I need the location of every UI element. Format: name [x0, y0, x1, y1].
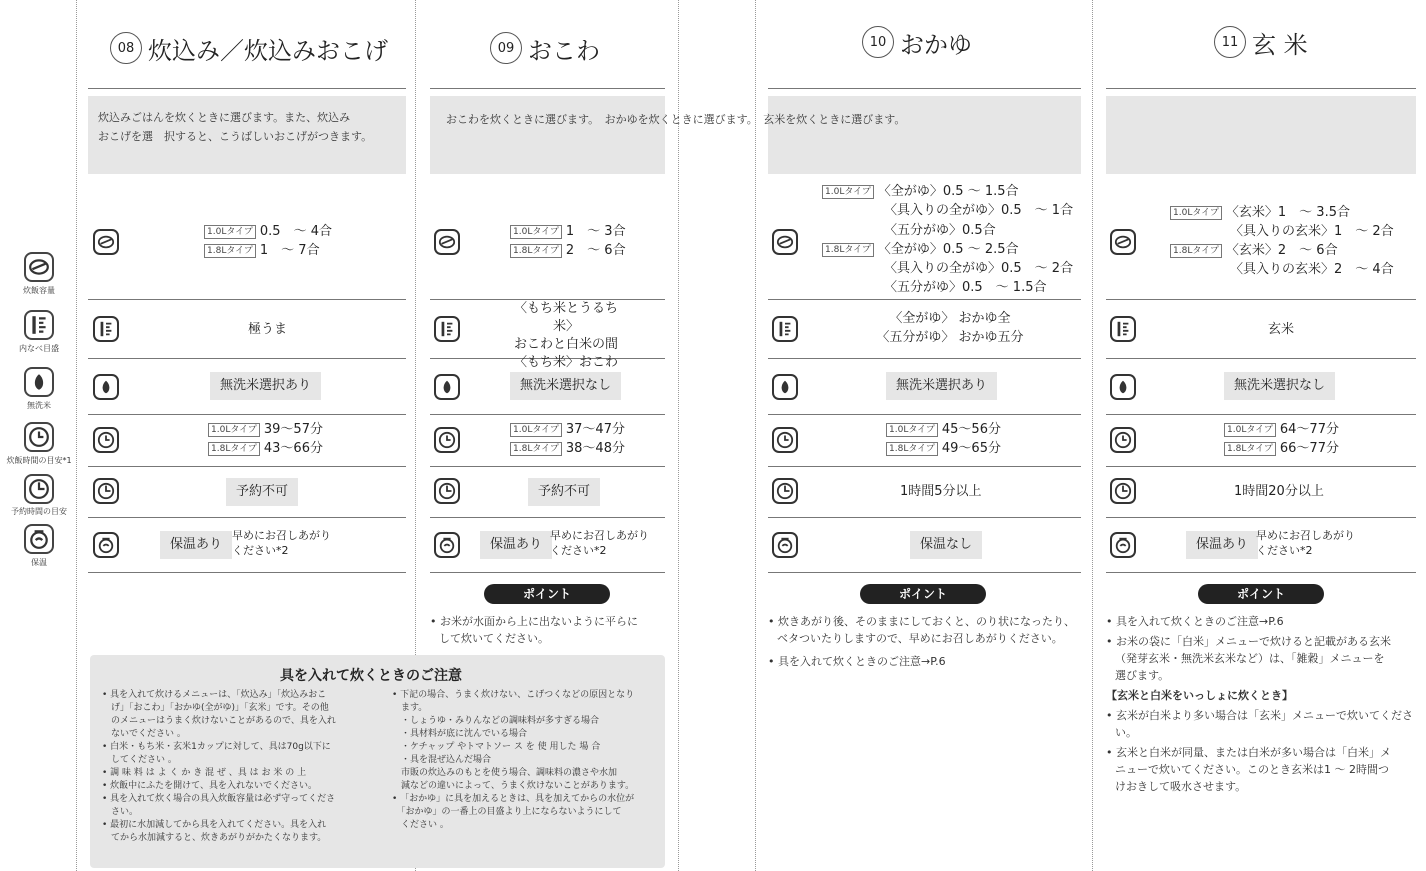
capacity-cell — [204, 222, 332, 260]
keep-warm-badge: 保温あり — [160, 531, 232, 559]
caution-line: ・ケチャップ やトマトソー ス を 使 用した 場 合 — [392, 742, 601, 752]
time-cell — [208, 420, 323, 458]
divider — [1106, 358, 1416, 359]
sidebar-label: 炊飯容量 — [23, 286, 55, 295]
clock-icon — [772, 427, 798, 453]
musenmai-badge: 無洗米選択なし — [1224, 372, 1335, 400]
time-line — [208, 420, 323, 439]
caution-line: ください 。 — [392, 820, 449, 830]
divider — [88, 414, 406, 415]
caution-line: ・しょうゆ・みりんなどの調味料が多すぎる場合 — [392, 716, 600, 726]
keep-warm-badge: 保温なし — [910, 531, 982, 559]
time-cell — [510, 420, 625, 458]
type-tag: 1.0Lタイプ — [510, 225, 562, 239]
time-line — [886, 439, 1001, 458]
time-value: 39～57分 — [263, 422, 323, 437]
note-line: （発芽玄米・無洗米玄米など）は、「雑穀」メニューを — [1115, 652, 1385, 665]
caution-line: • 具を入れて炊く場合の具入炊飯容量は必ず守ってくださ — [102, 794, 336, 804]
menu-number: 09 — [490, 32, 522, 64]
point-badge: ポイント — [1198, 584, 1324, 604]
timer-icon — [24, 474, 54, 504]
menu-title: おかゆ — [900, 30, 972, 59]
capacity-value: 1 ～ 7合 — [259, 243, 320, 258]
musenmai-icon — [24, 367, 54, 397]
clock-icon — [93, 427, 119, 453]
inner-pot-scale-icon — [24, 310, 54, 340]
warm-note-line: ください*2 — [1256, 544, 1313, 557]
caution-line: ・具を混ぜ込んだ場合 — [392, 755, 492, 765]
type-tag: 1.0Lタイプ — [204, 225, 256, 239]
time-cell — [1224, 420, 1339, 458]
menu-title: 炊込み／炊込みおこげ — [148, 36, 388, 65]
capacity-cell — [822, 182, 1073, 298]
scale-value: おこわと白米の間 — [513, 337, 618, 352]
description-line: おこわを炊くときに選びます。 おかゆを炊くときに選びます。 玄米を炊くときに選びます。 — [446, 113, 906, 126]
divider — [768, 517, 1081, 518]
divider — [1106, 299, 1416, 300]
divider — [1106, 88, 1416, 89]
capacity-value: 〈五分がゆ〉0.5 ～ 1.5合 — [884, 280, 1047, 296]
capacity-line — [204, 241, 332, 260]
capacity-line — [510, 222, 626, 241]
warm-note — [1256, 528, 1355, 558]
type-tag: 1.8Lタイプ — [510, 442, 562, 456]
warm-note-line: ください*2 — [550, 544, 607, 557]
caution-line: • 具を入れて炊けるメニューは、「炊込み」「炊込みおこ — [102, 690, 327, 700]
description-box — [88, 96, 406, 174]
caution-line: げ」「おこわ」「おかゆ(全がゆ)」「玄米」です。その他 — [102, 703, 329, 713]
column-title — [1214, 18, 1308, 66]
divider — [768, 299, 1081, 300]
scale-cell — [1268, 320, 1294, 339]
clock-icon — [24, 422, 54, 452]
point-notes — [1106, 613, 1413, 795]
type-tag: 1.8Lタイプ — [1170, 244, 1222, 258]
caution-line: • 調 味 料 は よ く か き 混 ぜ 、具 は お 米 の 上 — [102, 768, 307, 778]
description-line: おこげを選 択すると、こうばしいおこげがつきます。 — [98, 130, 373, 143]
warm-note-line: 早めにお召しあがり — [550, 529, 649, 542]
capacity-value: 〈五分がゆ〉0.5合 — [884, 222, 996, 238]
description-box — [1106, 96, 1416, 174]
scale-cell — [248, 320, 287, 339]
inner-pot-scale-icon — [1110, 316, 1136, 342]
divider — [768, 358, 1081, 359]
musenmai-icon — [93, 374, 119, 400]
capacity-line — [822, 221, 1073, 240]
type-tag: 1.8Lタイプ — [1224, 442, 1276, 456]
caution-line: 「おかゆ」の一番上の目盛より上にならないようにして — [392, 807, 622, 817]
divider — [1106, 517, 1416, 518]
description-line: 炊込みごはんを炊くときに選びます。また、炊込み — [98, 111, 351, 124]
point-notes — [430, 613, 638, 647]
caution-line: してください 。 — [102, 755, 177, 765]
note-line: • 炊きあがり後、そのままにしておくと、のり状になったり、 — [768, 615, 1075, 628]
type-tag: 1.8Lタイプ — [886, 442, 938, 456]
musenmai-badge: 無洗米選択なし — [510, 372, 621, 400]
column-divider — [678, 0, 679, 871]
musenmai-badge: 無洗米選択あり — [210, 372, 321, 400]
warm-note — [550, 528, 649, 558]
inner-pot-scale-icon — [434, 316, 460, 342]
note-line: けおきして吸水させます。 — [1115, 780, 1247, 793]
divider — [768, 414, 1081, 415]
divider — [88, 358, 406, 359]
divider — [430, 466, 665, 467]
note-line: して炊いてください。 — [439, 632, 549, 645]
capacity-line — [204, 222, 332, 241]
clock-icon — [1110, 427, 1136, 453]
caution-line: • 最初に水加減してから具を入れてください。具を入れ — [102, 820, 327, 830]
caution-list-right — [392, 689, 662, 832]
capacity-line — [822, 278, 1073, 297]
capacity-value: 〈具入りの全がゆ〉0.5 ～ 2合 — [884, 261, 1074, 277]
caution-line: ます。 — [392, 703, 428, 713]
menu-title: 玄 米 — [1252, 30, 1308, 59]
point-badge: ポイント — [484, 584, 610, 604]
inner-pot-scale-icon — [772, 316, 798, 342]
caution-line: • 下記の場合、うまく炊けない、こげつくなどの原因となり — [392, 690, 635, 700]
note-line: ベタついたりしますので、早めにお召しあがりください。 — [777, 632, 1063, 645]
caution-line: さい。 — [102, 807, 139, 817]
scale-value: 〈五分がゆ〉 おかゆ五分 — [876, 330, 1024, 345]
capacity-value: 〈全がゆ〉0.5 ～ 1.5合 — [877, 184, 1019, 199]
capacity-value: 〈玄米〉2 ～ 6合 — [1225, 243, 1338, 258]
note-line: 選びます。 — [1115, 669, 1170, 682]
divider — [1106, 572, 1416, 573]
keep-warm-icon — [24, 524, 54, 554]
menu-number: 10 — [862, 26, 894, 58]
type-tag: 1.0Lタイプ — [510, 423, 562, 437]
type-tag: 1.8Lタイプ — [204, 244, 256, 258]
column-title — [110, 24, 388, 72]
timer-icon — [1110, 478, 1136, 504]
note-line: い。 — [1115, 726, 1137, 739]
scale-value: 極うま — [248, 322, 288, 337]
clock-icon — [434, 427, 460, 453]
warm-note — [232, 528, 331, 558]
musenmai-icon — [1110, 374, 1136, 400]
divider — [430, 572, 665, 573]
timer-icon — [434, 478, 460, 504]
column-divider — [76, 0, 77, 871]
type-tag: 1.0Lタイプ — [822, 185, 874, 199]
capacity-cell — [1170, 203, 1394, 279]
note-line: • お米の袋に「白米」メニューで炊けると記載がある玄米 — [1106, 635, 1391, 648]
inner-pot-scale-icon — [93, 316, 119, 342]
description-box — [768, 96, 1081, 174]
capacity-value: 〈玄米〉1 ～ 3.5合 — [1225, 205, 1350, 220]
type-tag: 1.8Lタイプ — [208, 442, 260, 456]
capacity-value: 0.5 ～ 4合 — [259, 224, 332, 239]
time-value: 45～56分 — [941, 422, 1001, 437]
keep-warm-icon — [772, 532, 798, 558]
warm-note-line: 早めにお召しあがり — [1256, 529, 1355, 542]
capacity-cell — [510, 222, 626, 260]
caution-line: 減などの違いによって、うまく炊けないことがあります。 — [392, 781, 635, 791]
caution-line: • 白米・もち米・玄米1カップに対して、具は70g以下に — [102, 742, 331, 752]
keep-warm-icon — [1110, 532, 1136, 558]
divider — [1106, 414, 1416, 415]
type-tag: 1.8Lタイプ — [510, 244, 562, 258]
scale-value: 〈全がゆ〉 おかゆ全 — [889, 311, 1011, 326]
time-value: 64～77分 — [1279, 422, 1339, 437]
capacity-value: 〈具入りの玄米〉1 ～ 2合 — [1230, 224, 1394, 239]
scale-cell — [506, 300, 626, 372]
musenmai-icon — [772, 374, 798, 400]
caution-line: • 「おかゆ」に具を加えるときは、具を加えてからの水位が — [392, 794, 635, 804]
capacity-line — [822, 201, 1073, 220]
caution-line: てから水加減すると、炊きあがりがかたくなります。 — [102, 833, 327, 843]
caution-line: ・具材料が底に沈んでいる場合 — [392, 729, 528, 739]
note-line: • 具を入れて炊くときのご注意→P.6 — [1106, 615, 1284, 628]
capacity-value: 2 ～ 6合 — [565, 243, 626, 258]
type-tag: 1.0Lタイプ — [886, 423, 938, 437]
note-line: • 玄米と白米が同量、または白米が多い場合は「白米」メ — [1106, 746, 1391, 759]
type-tag: 1.0Lタイプ — [1224, 423, 1276, 437]
divider — [1106, 466, 1416, 467]
time-line — [510, 439, 625, 458]
note-line: • 玄米が白米より多い場合は「玄米」メニューで炊いてくださ — [1106, 709, 1413, 722]
time-line — [886, 420, 1001, 439]
caution-line: 市販の炊込みのもとを使う場合、調味料の濃さや水加 — [392, 768, 618, 778]
timer-icon — [772, 478, 798, 504]
point-badge: ポイント — [860, 584, 986, 604]
musenmai-badge: 無洗米選択あり — [886, 372, 997, 400]
capacity-line — [1170, 241, 1394, 260]
caution-box — [90, 655, 665, 868]
scale-value: 〈もち米〉おこわ — [513, 355, 618, 370]
menu-number: 11 — [1214, 26, 1246, 58]
sidebar-label: 保温 — [31, 558, 47, 567]
capacity-value: 〈具入りの全がゆ〉0.5 ～ 1合 — [884, 203, 1074, 219]
warm-note-line: ください*2 — [232, 544, 289, 557]
divider — [430, 414, 665, 415]
capacity-line — [1170, 222, 1394, 241]
keep-warm-icon — [93, 532, 119, 558]
divider — [430, 88, 665, 89]
reserve-badge: 予約不可 — [226, 478, 298, 506]
capacity-line — [1170, 203, 1394, 222]
reserve-value: 1時間5分以上 — [900, 484, 982, 499]
capacity-value: 〈全がゆ〉0.5 ～ 2.5合 — [877, 241, 1019, 257]
reserve-value: 1時間20分以上 — [1234, 484, 1324, 499]
sidebar-label: 無洗米 — [27, 401, 51, 410]
capacity-line — [510, 241, 626, 260]
time-value: 66～77分 — [1279, 441, 1339, 456]
sidebar-label: 内なべ目盛 — [19, 344, 59, 353]
divider — [768, 572, 1081, 573]
rice-capacity-icon — [434, 229, 460, 255]
time-line — [1224, 439, 1339, 458]
note-line: ニューで炊いてください。このとき玄米は1 ～ 2時間つ — [1115, 763, 1389, 776]
keep-warm-badge: 保温あり — [1186, 531, 1258, 559]
divider — [768, 88, 1081, 89]
warm-note-line: 早めにお召しあがり — [232, 529, 331, 542]
sidebar-label: 予約時間の目安 — [11, 507, 67, 516]
time-line — [510, 420, 625, 439]
point-notes — [768, 613, 1075, 670]
type-tag: 1.8Lタイプ — [822, 243, 874, 257]
time-value: 38～48分 — [565, 441, 625, 456]
keep-warm-badge: 保温あり — [480, 531, 552, 559]
scale-value: 玄米 — [1268, 322, 1295, 337]
capacity-line — [822, 259, 1073, 278]
capacity-line — [1170, 260, 1394, 279]
caution-line: のメニューはうまく炊けないことがあるので、具を入れ — [102, 716, 336, 726]
column-title — [490, 24, 600, 72]
divider — [88, 517, 406, 518]
divider — [88, 572, 406, 573]
time-line — [1224, 420, 1339, 439]
capacity-line — [822, 182, 1073, 201]
scale-cell — [870, 309, 1030, 347]
note-line: • 具を入れて炊くときのご注意→P.6 — [768, 655, 946, 668]
divider — [88, 299, 406, 300]
caution-line: ないでください 。 — [102, 729, 186, 739]
scale-value: 〈もち米とうるち米〉 — [513, 301, 618, 334]
time-value: 49～65分 — [941, 441, 1001, 456]
description-box — [430, 96, 665, 174]
keep-warm-icon — [434, 532, 460, 558]
sidebar-label: 炊飯時間の目安*1 — [6, 456, 72, 465]
time-value: 37～47分 — [565, 422, 625, 437]
caution-title: 具を入れて炊くときのご注意 — [280, 668, 462, 684]
divider — [768, 466, 1081, 467]
capacity-value: 〈具入りの玄米〉2 ～ 4合 — [1230, 262, 1394, 277]
capacity-line — [822, 240, 1073, 259]
note-line: • お米が水面から上に出ないように平らに — [430, 615, 638, 628]
rice-capacity-icon — [1110, 229, 1136, 255]
type-tag: 1.0Lタイプ — [1170, 206, 1222, 220]
divider — [430, 517, 665, 518]
rice-capacity-icon — [93, 229, 119, 255]
menu-title: おこわ — [528, 36, 600, 65]
menu-number: 08 — [110, 32, 142, 64]
divider — [88, 466, 406, 467]
reserve-badge: 予約不可 — [528, 478, 600, 506]
time-line — [208, 439, 323, 458]
column-divider — [755, 0, 756, 871]
column-divider — [1092, 0, 1093, 871]
rice-capacity-icon — [772, 229, 798, 255]
type-tag: 1.0Lタイプ — [208, 423, 260, 437]
note-heading: 【玄米と白米をいっしょに炊くとき】 — [1106, 689, 1293, 702]
caution-list-left — [102, 689, 402, 845]
musenmai-icon — [434, 374, 460, 400]
capacity-value: 1 ～ 3合 — [565, 224, 626, 239]
rice-capacity-icon — [24, 252, 54, 282]
column-title — [862, 18, 972, 66]
timer-icon — [93, 478, 119, 504]
divider — [88, 88, 406, 89]
time-value: 43～66分 — [263, 441, 323, 456]
caution-line: • 炊飯中にふたを開けて、具を入れないでください。 — [102, 781, 317, 791]
time-cell — [886, 420, 1001, 458]
